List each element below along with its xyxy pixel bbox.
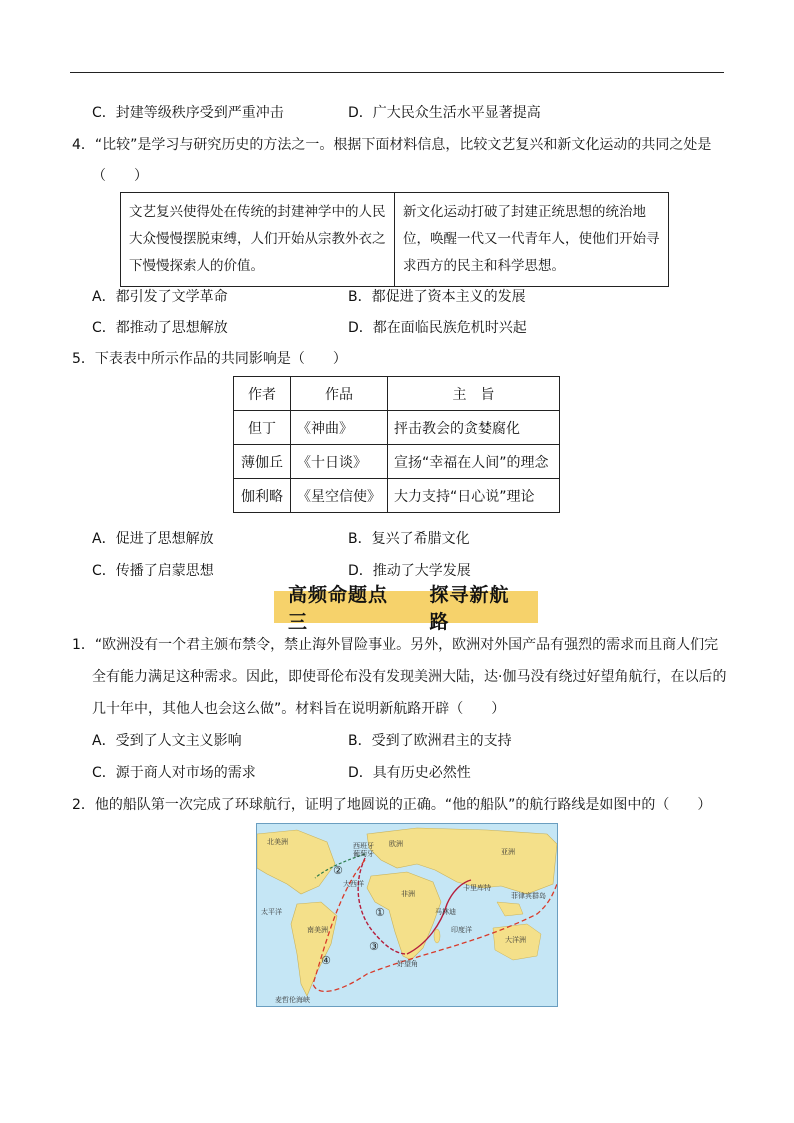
q4-material-table <box>120 192 669 287</box>
work-cell: 《星空信使》 <box>291 479 388 513</box>
header-rule <box>70 72 724 73</box>
s1-option-a: A．受到了人文主义影响 <box>92 733 242 749</box>
material-right: 新文化运动打破了封建正统思想的统治地位，唤醒一代又一代青年人，使他们开始寻求西方的民主和科学思想。 <box>403 204 660 274</box>
q5-option-c: C．传播了启蒙思想 <box>92 563 214 579</box>
section-title-right: 探寻新航路 <box>429 584 510 633</box>
material-left: 文艺复兴使得处在传统的封建神学中的人民大众慢慢摆脱束缚，人们开始从宗教外衣之下慢慢探索人的价值。 <box>129 204 386 274</box>
label-portugal: 葡萄牙 <box>353 850 374 858</box>
q5-option-d: D．推动了大学发展 <box>348 563 471 579</box>
label-philippines: 菲律宾群岛 <box>511 892 546 900</box>
label-oceania: 大洋洲 <box>505 936 526 944</box>
label-indian: 印度洋 <box>451 926 472 934</box>
q4-option-a: A．都引发了文学革命 <box>92 289 228 305</box>
author-cell: 伽利略 <box>234 479 291 513</box>
q4-option-d: D．都在面临民族危机时兴起 <box>348 320 527 336</box>
q5-option-b: B．复兴了希腊文化 <box>348 531 470 547</box>
label-europe: 欧洲 <box>389 840 403 848</box>
q4-bracket: （ ） <box>92 168 148 184</box>
author-cell: 薄伽丘 <box>234 445 291 479</box>
work-cell: 《神曲》 <box>291 411 388 445</box>
work-cell: 《十日谈》 <box>291 445 388 479</box>
label-africa: 非洲 <box>401 890 415 898</box>
option-d: D．广大民众生活水平显著提高 <box>348 105 541 121</box>
route-marker-3: ③ <box>369 940 379 953</box>
world-map-svg <box>257 824 557 1006</box>
label-calicut: 卡里库特 <box>463 884 491 892</box>
s1-option-b: B．受到了欧洲君主的支持 <box>348 733 512 749</box>
q4-option-c: C．都推动了思想解放 <box>92 320 228 336</box>
s1-option-c: C．源于商人对市场的需求 <box>92 765 256 781</box>
label-south-america: 南美洲 <box>307 926 328 934</box>
label-pacific: 太平洋 <box>261 908 282 916</box>
table-header-row <box>234 377 560 411</box>
theme-cell: 抨击教会的贪婪腐化 <box>388 411 560 445</box>
q4-option-b: B．都促进了资本主义的发展 <box>348 289 526 305</box>
label-asia: 亚洲 <box>501 848 515 856</box>
theme-cell: 宣扬“幸福在人间”的理念 <box>388 445 560 479</box>
q5-works-table <box>233 376 560 513</box>
header-theme: 主 旨 <box>388 377 560 411</box>
label-malindi: 马林迪 <box>435 908 456 916</box>
route-marker-4: ④ <box>321 954 331 967</box>
label-atlantic: 大西洋 <box>343 880 364 888</box>
label-north-america: 北美洲 <box>267 838 288 846</box>
label-magellan: 麦哲伦海峡 <box>275 996 310 1004</box>
header-author: 作者 <box>234 377 291 411</box>
section-title-left: 高频命题点三 <box>288 584 389 633</box>
label-cape: 好望角 <box>397 960 418 968</box>
q4-stem: 4．“比较”是学习与研究历史的方法之一。根据下面材料信息，比较文艺复兴和新文化运动的共同之处是 <box>72 137 712 153</box>
table-row <box>234 411 560 445</box>
s1-line1: 1．“欧洲没有一个君主颁布禁令，禁止海外冒险事业。另外，欧洲对外国产品有强烈的需求而且商人们完 <box>72 637 719 653</box>
s1-option-d: D．具有历史必然性 <box>348 765 471 781</box>
q5-stem: 5．下表表中所示作品的共同影响是（ ） <box>72 351 347 367</box>
header-work: 作品 <box>291 377 388 411</box>
section-heading <box>274 584 538 633</box>
s1-line2: 全有能力满足这种需求。因此，即使哥伦布没有发现美洲大陆，达·伽马没有绕过好望角航行，在以后的 <box>92 669 727 685</box>
voyage-map <box>256 823 558 1007</box>
label-spain: 西班牙 <box>353 842 374 850</box>
option-c: C．封建等级秩序受到严重冲击 <box>92 105 284 121</box>
s2-stem: 2．他的船队第一次完成了环球航行，证明了地圆说的正确。“他的船队”的航行路线是如图中的（ ） <box>72 797 712 813</box>
route-marker-2: ② <box>333 864 343 877</box>
route-marker-1: ① <box>375 906 385 919</box>
author-cell: 但丁 <box>234 411 291 445</box>
q5-option-a: A．促进了思想解放 <box>92 531 214 547</box>
table-row <box>234 445 560 479</box>
theme-cell: 大力支持“日心说”理论 <box>388 479 560 513</box>
s1-line3: 几十年中，其他人也会这么做”。材料旨在说明新航路开辟（ ） <box>92 701 506 717</box>
table-row <box>234 479 560 513</box>
